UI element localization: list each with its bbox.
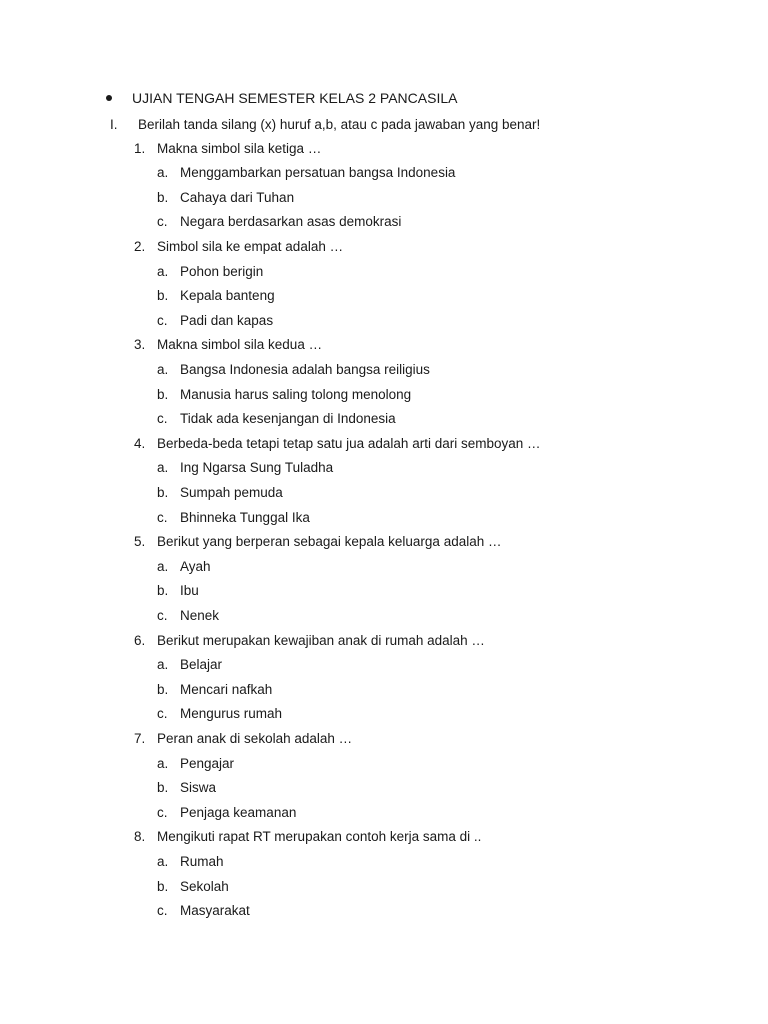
option-text: Belajar bbox=[180, 657, 223, 673]
option-text: Bhinneka Tunggal Ika bbox=[180, 509, 310, 525]
option-text: Padi dan kapas bbox=[180, 312, 274, 328]
answer-option bbox=[157, 359, 430, 379]
question-item bbox=[134, 138, 321, 158]
answer-option bbox=[157, 556, 211, 576]
option-letter: a. bbox=[157, 558, 169, 574]
option-letter: c. bbox=[157, 509, 168, 525]
instruction-text: Berilah tanda silang (x) huruf a,b, atau c pada jawaban yang benar! bbox=[138, 116, 541, 132]
option-text: Ayah bbox=[180, 558, 211, 574]
option-text: Cahaya dari Tuhan bbox=[180, 189, 295, 205]
option-letter: b. bbox=[157, 386, 169, 402]
answer-option bbox=[157, 409, 396, 429]
option-text: Mencari nafkah bbox=[180, 681, 273, 697]
answer-option bbox=[157, 507, 310, 527]
option-letter: c. bbox=[157, 607, 168, 623]
option-letter: a. bbox=[157, 853, 169, 869]
answer-option bbox=[157, 753, 234, 773]
option-letter: b. bbox=[157, 878, 169, 894]
option-letter: c. bbox=[157, 214, 168, 230]
option-letter: a. bbox=[157, 165, 169, 181]
option-text: Mengurus rumah bbox=[180, 706, 283, 722]
question-item bbox=[134, 728, 352, 748]
option-letter: a. bbox=[157, 460, 169, 476]
question-text: Berbeda-beda tetapi tetap satu jua adalah arti dari semboyan … bbox=[157, 435, 541, 451]
question-number: 7. bbox=[134, 730, 146, 746]
option-text: Tidak ada kesenjangan di Indonesia bbox=[180, 411, 396, 427]
question-number: 6. bbox=[134, 632, 146, 648]
answer-option bbox=[157, 261, 263, 281]
question-text: Berikut merupakan kewajiban anak di rumah adalah … bbox=[157, 632, 485, 648]
section-numeral: I. bbox=[110, 116, 118, 132]
question-item bbox=[134, 433, 541, 453]
question-number: 3. bbox=[134, 337, 146, 353]
answer-option bbox=[157, 310, 273, 330]
answer-option bbox=[157, 704, 282, 724]
option-letter: a. bbox=[157, 263, 169, 279]
answer-option bbox=[157, 212, 401, 232]
question-item bbox=[134, 335, 322, 355]
option-letter: c. bbox=[157, 804, 168, 820]
option-text: Rumah bbox=[180, 853, 224, 869]
question-text: Peran anak di sekolah adalah … bbox=[157, 730, 353, 746]
answer-option bbox=[157, 482, 283, 502]
option-letter: b. bbox=[157, 288, 169, 304]
option-text: Siswa bbox=[180, 780, 217, 796]
option-text: Manusia harus saling tolong menolong bbox=[180, 386, 412, 402]
option-letter: a. bbox=[157, 361, 169, 377]
option-letter: a. bbox=[157, 657, 169, 673]
option-text: Sekolah bbox=[180, 878, 229, 894]
question-text: Mengikuti rapat RT merupakan contoh kerja sama di .. bbox=[157, 829, 482, 845]
option-text: Pengajar bbox=[180, 755, 235, 771]
option-letter: b. bbox=[157, 484, 169, 500]
answer-option bbox=[157, 876, 229, 896]
title-row bbox=[104, 88, 457, 108]
bullet-icon bbox=[106, 95, 112, 101]
answer-option bbox=[157, 163, 455, 183]
question-text: Makna simbol sila kedua … bbox=[157, 337, 323, 353]
answer-option bbox=[157, 458, 333, 478]
option-letter: a. bbox=[157, 755, 169, 771]
option-text: Ibu bbox=[180, 583, 199, 599]
option-text: Kepala banteng bbox=[180, 288, 275, 304]
answer-option bbox=[157, 901, 250, 921]
question-number: 2. bbox=[134, 238, 146, 254]
option-letter: c. bbox=[157, 411, 168, 427]
question-text: Simbol sila ke empat adalah … bbox=[157, 238, 344, 254]
option-letter: b. bbox=[157, 780, 169, 796]
answer-option bbox=[157, 802, 296, 822]
question-number: 1. bbox=[134, 140, 146, 156]
option-text: Ing Ngarsa Sung Tuladha bbox=[180, 460, 334, 476]
option-text: Sumpah pemuda bbox=[180, 484, 283, 500]
question-item bbox=[134, 236, 343, 256]
option-text: Menggambarkan persatuan bangsa Indonesia bbox=[180, 165, 456, 181]
question-text: Berikut yang berperan sebagai kepala keluarga adalah … bbox=[157, 534, 502, 550]
option-letter: c. bbox=[157, 706, 168, 722]
answer-option bbox=[157, 605, 219, 625]
question-number: 5. bbox=[134, 534, 146, 550]
option-letter: c. bbox=[157, 312, 168, 328]
question-item bbox=[134, 532, 501, 552]
option-letter: b. bbox=[157, 189, 169, 205]
answer-option bbox=[157, 286, 275, 306]
option-text: Negara berdasarkan asas demokrasi bbox=[180, 214, 402, 230]
option-letter: c. bbox=[157, 903, 168, 919]
option-text: Nenek bbox=[180, 607, 220, 623]
answer-option bbox=[157, 851, 224, 871]
answer-option bbox=[157, 679, 272, 699]
question-number: 8. bbox=[134, 829, 146, 845]
answer-option bbox=[157, 187, 294, 207]
question-item bbox=[134, 827, 481, 847]
option-text: Penjaga keamanan bbox=[180, 804, 297, 820]
question-item bbox=[134, 630, 485, 650]
answer-option bbox=[157, 581, 199, 601]
instruction-row bbox=[110, 114, 540, 134]
option-letter: b. bbox=[157, 583, 169, 599]
answer-option bbox=[157, 778, 216, 798]
answer-option bbox=[157, 384, 411, 404]
option-letter: b. bbox=[157, 681, 169, 697]
option-text: Bangsa Indonesia adalah bangsa reiligius bbox=[180, 361, 430, 377]
question-text: Makna simbol sila ketiga … bbox=[157, 140, 322, 156]
page-title: UJIAN TENGAH SEMESTER KELAS 2 PANCASILA bbox=[132, 90, 458, 106]
option-text: Masyarakat bbox=[180, 903, 250, 919]
answer-option bbox=[157, 655, 222, 675]
question-number: 4. bbox=[134, 435, 146, 451]
option-text: Pohon berigin bbox=[180, 263, 264, 279]
